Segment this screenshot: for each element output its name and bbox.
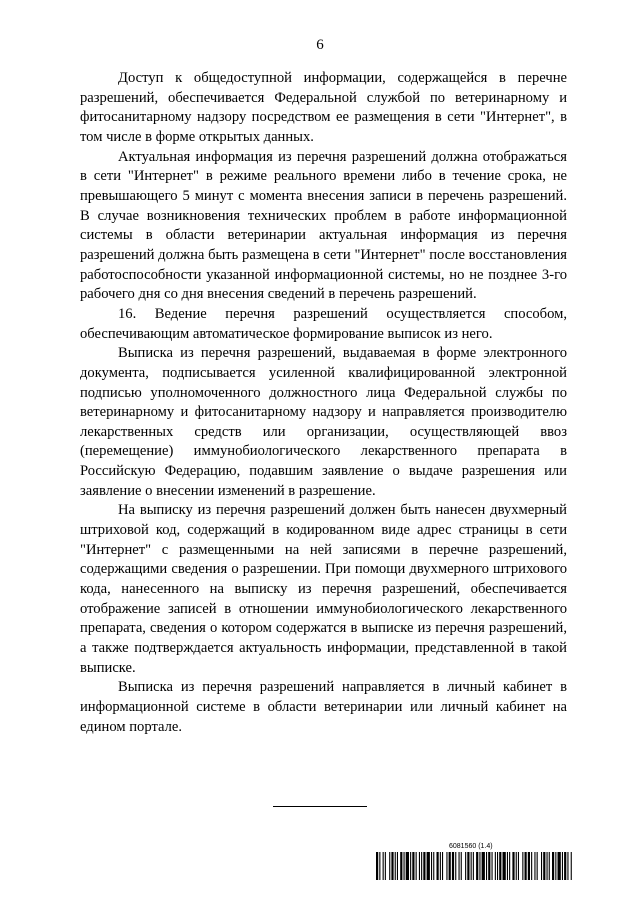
document-body (80, 69, 567, 737)
paragraph-personal-account: Выписка из перечня разрешений направляется в личный кабинет в информационной системе в области ветеринарии или личный кабинет на едином портале. (80, 679, 567, 735)
document-code: 6081560 (1.4) (449, 843, 493, 850)
paragraph-open-data-access: Доступ к общедоступной информации, содержащейся в перечне разрешений, обеспечивается Федеральной службой по ветеринарному и фитосанитарному надзору посредством ее размещения в сети "Интернет", в том числе в форме открытых данных. (80, 70, 567, 145)
paragraph-two-dimensional-code: На выписку из перечня разрешений должен быть нанесен двухмерный штриховой код, содержащий в кодированном виде адрес страницы в сети "Интернет" с размещенными на ней записями в перечне разрешений, содержащими сведения о разрешении. При помощи двухмерного штрихового кода, нанесенного на выписку из перечня разрешений, обеспечивается отображение записей в отношении иммунобиологического лекарственного препарата, сведения о котором содержатся в выписке из перечня разрешений, а также подтверждается актуальность информации, представленной в такой выписке. (80, 502, 567, 676)
footer-divider (273, 806, 367, 807)
paragraph-extract-signature: Выписка из перечня разрешений, выдаваемая в форме электронного документа, подписывается усиленной квалифицированной электронной подписью уполномоченного должностного лица Федеральной службы по ветеринарному и фитосанитарному надзору и направляется производителю лекарственных средств или организации, осуществляющей ввоз (перемещение) иммунобиологического лекарственного препарата в Российскую Федерацию, подавшим заявление о выдаче разрешения или заявление о внесении изменений в разрешение. (80, 345, 567, 499)
barcode-icon (376, 852, 572, 880)
paragraph-actual-information: Актуальная информация из перечня разрешений должна отображаться в сети "Интернет" в режиме реального времени либо в течение срока, не превышающего 5 минут с момента внесения записи в перечень разрешений. В случае возникновения технических проблем в работе информационной системы в области ветеринарии актуальная информация из перечня разрешений должна быть размещена в сети "Интернет" после восстановления работоспособности указанной информационной системы, но не позднее 3-го рабочего дня со дня внесения сведений в перечень разрешений. (80, 148, 567, 303)
page-number: 6 (316, 37, 324, 53)
paragraph-item-16: 16. Ведение перечня разрешений осуществляется способом, обеспечивающим автоматическое формирование выписок из него. (80, 305, 567, 342)
